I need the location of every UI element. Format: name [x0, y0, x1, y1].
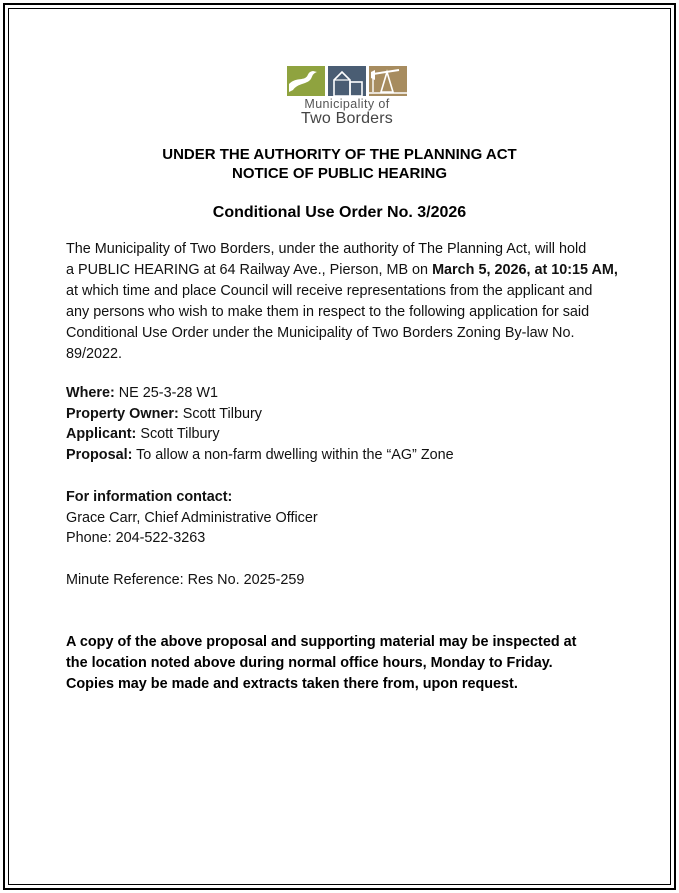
authority-heading: UNDER THE AUTHORITY OF THE PLANNING ACT: [162, 146, 517, 163]
closing-line: the location noted above during normal office hours, Monday to Friday.: [66, 655, 553, 671]
detail-proposal: [66, 445, 636, 466]
contact-title-text: For information contact:: [66, 489, 233, 505]
paragraph-line: Conditional Use Order under the Municipality of Two Borders Zoning By-law No.: [66, 325, 575, 341]
detail-applicant: [66, 424, 636, 445]
detail-value: Scott Tilbury: [178, 405, 262, 422]
minute-reference: Minute Reference: Res No. 2025-259: [66, 572, 305, 588]
order-title: Conditional Use Order No. 3/2026: [212, 204, 467, 221]
detail-label: Applicant:: [66, 426, 137, 442]
paragraph-line: any persons who wish to make them in respect to the following application for said: [66, 304, 590, 320]
detail-value: To allow a non-farm dwelling within the “AG” Zone: [132, 446, 454, 463]
notice-paragraph: [66, 239, 638, 365]
detail-where: [66, 383, 636, 404]
application-details: [66, 383, 636, 465]
grain-elevator-icon: [328, 66, 366, 96]
contact-title: [66, 487, 636, 508]
detail-value: NE 25-3-28 W1: [114, 385, 218, 401]
logo-text-municipality: Municipality of: [304, 97, 390, 111]
closing-line: A copy of the above proposal and supporting material may be inspected at: [66, 634, 577, 650]
oil-pumpjack-icon: [369, 66, 407, 96]
municipality-logo: [285, 66, 409, 128]
paragraph-line: The Municipality of Two Borders, under the authority of The Planning Act, will hold: [66, 241, 587, 257]
paragraph-line: [66, 260, 638, 281]
detail-label: Where:: [66, 385, 115, 401]
paragraph-text: a PUBLIC HEARING at 64 Railway Ave., Pierson, MB on: [66, 262, 433, 278]
landscape-river-icon: [287, 66, 325, 96]
closing-statement: [66, 632, 636, 695]
contact-block: [66, 487, 636, 549]
paragraph-line: 89/2022.: [66, 346, 123, 362]
closing-line: Copies may be made and extracts taken there from, upon request.: [66, 676, 518, 692]
detail-owner: [66, 404, 636, 425]
detail-label: Proposal:: [66, 446, 133, 463]
contact-name: Grace Carr, Chief Administrative Officer: [66, 509, 318, 526]
hearing-date: March 5, 2026, at 10:15 AM,: [432, 262, 618, 278]
contact-phone: Phone: 204-522-3263: [66, 530, 206, 546]
paragraph-line: at which time and place Council will receive representations from the applicant and: [66, 283, 593, 299]
notice-heading: NOTICE OF PUBLIC HEARING: [231, 165, 447, 182]
logo-text-two-borders: Two Borders: [300, 110, 393, 127]
detail-value: Scott Tilbury: [136, 426, 220, 442]
detail-label: Property Owner:: [66, 405, 179, 422]
